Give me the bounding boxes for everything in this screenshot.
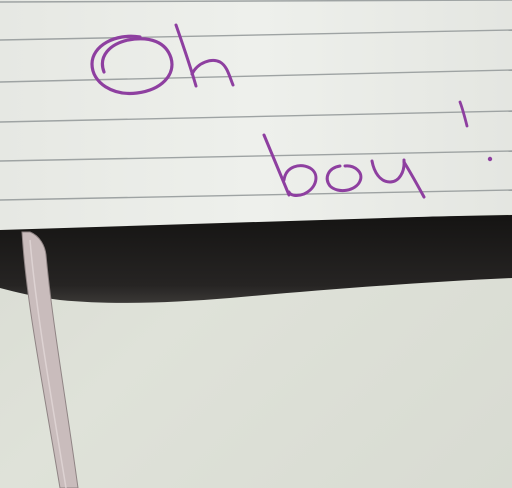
handwriting-boy	[264, 102, 492, 197]
handwriting-oh	[92, 25, 233, 93]
